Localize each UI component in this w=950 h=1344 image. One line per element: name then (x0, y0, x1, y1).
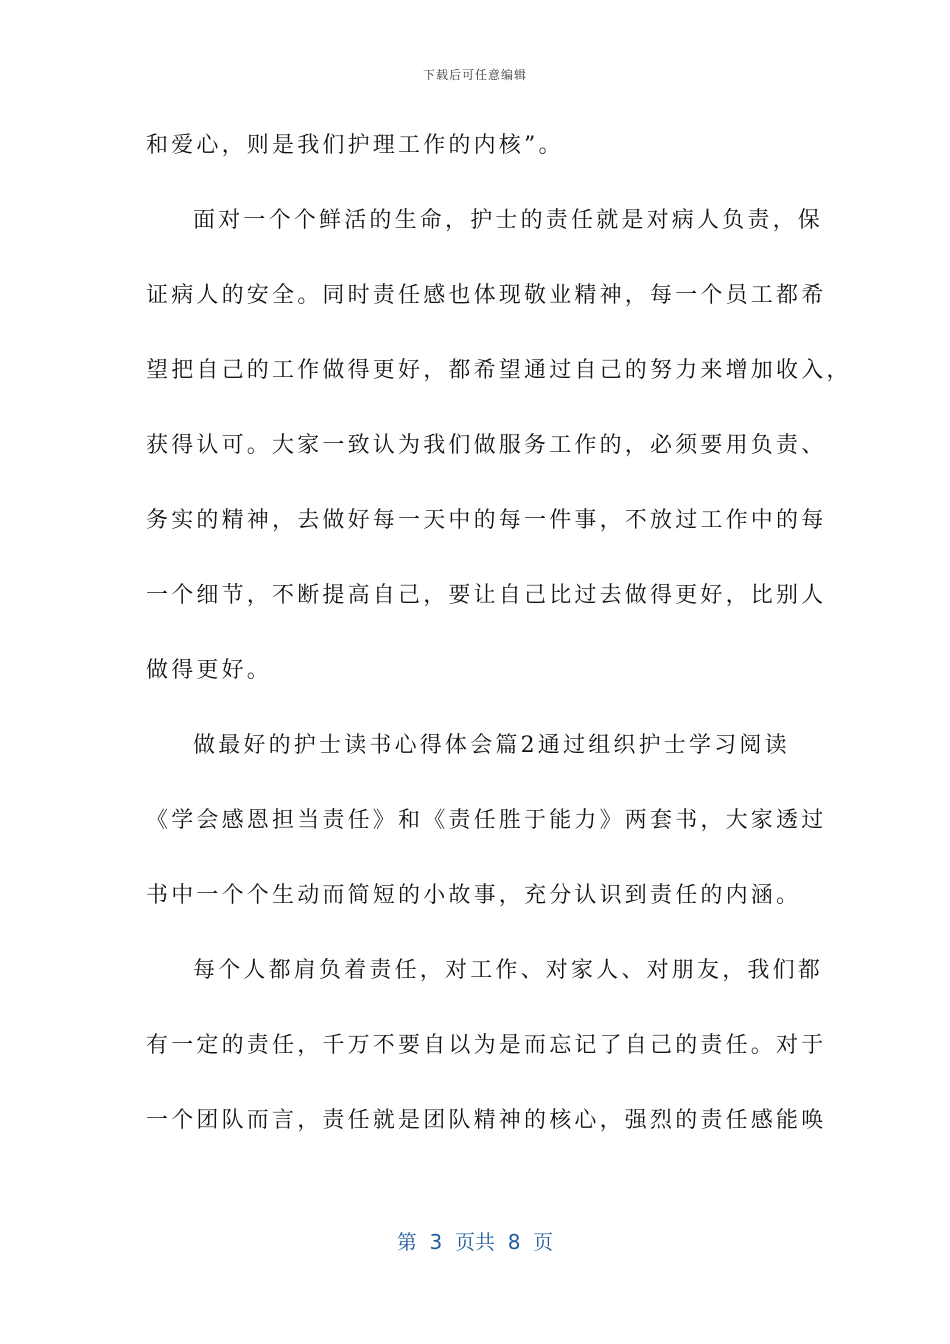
page-number-footer: 第 3 页共 8 页 (396, 1230, 554, 1254)
text-line: 望把自己的工作做得更好，都希望通过自己的努力来增加收入， (146, 358, 852, 383)
text-line: 获得认可。大家一致认为我们做服务工作的，必须要用负责、 (146, 433, 827, 458)
paragraph-start-line: 做最好的护士读书心得体会篇2通过组织护士学习阅读 (193, 733, 790, 758)
paragraph-start-line: 面对一个个鲜活的生命，护士的责任就是对病人负责，保 (193, 208, 824, 233)
text-line: 务实的精神，去做好每一天中的每一件事，不放过工作中的每 (146, 508, 827, 533)
page-header-note: 下载后可任意编辑 (422, 68, 527, 82)
document-body (146, 126, 852, 1176)
text-line: 一个细节，不断提高自己，要让自己比过去做得更好，比别人 (146, 583, 827, 608)
text-line: 有一定的责任，千万不要自以为是而忘记了自己的责任。对于 (146, 1033, 827, 1058)
text-line: 做得更好。 (146, 658, 273, 683)
text-line: 一个团队而言，责任就是团队精神的核心，强烈的责任感能唤 (146, 1108, 827, 1133)
text-line: 和爱心，则是我们护理工作的内核”。 (146, 133, 564, 158)
paragraph-start-line: 每个人都肩负着责任，对工作、对家人、对朋友，我们都 (193, 958, 824, 983)
text-line: 书中一个个生动而简短的小故事，充分认识到责任的内涵。 (146, 883, 802, 908)
text-line: 证病人的安全。同时责任感也体现敬业精神，每一个员工都希 (146, 283, 827, 308)
text-line: 《学会感恩担当责任》和《责任胜于能力》两套书，大家透过 (146, 808, 827, 833)
